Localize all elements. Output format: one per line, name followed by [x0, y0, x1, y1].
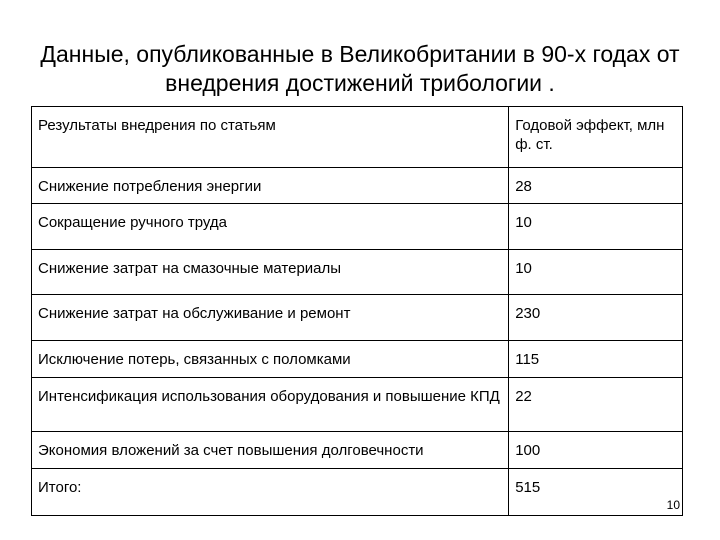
- row-value: 10: [509, 250, 683, 295]
- row-item: Снижение потребления энергии: [32, 168, 509, 204]
- table-header-row: [32, 107, 683, 168]
- row-value: 100: [509, 432, 683, 469]
- table-row: [32, 295, 683, 341]
- row-item: Экономия вложений за счет повышения долговечности: [32, 432, 509, 469]
- table-row: [32, 378, 683, 432]
- row-value: 28: [509, 168, 683, 204]
- table-row: [32, 204, 683, 250]
- row-item: Сокращение ручного труда: [32, 204, 509, 250]
- row-item: Исключение потерь, связанных с поломками: [32, 341, 509, 378]
- row-value: 515: [509, 469, 683, 516]
- effects-table: [31, 106, 683, 516]
- table-row-total: [32, 469, 683, 516]
- table-row: [32, 168, 683, 204]
- table-row: [32, 432, 683, 469]
- header-items: Результаты внедрения по статьям: [32, 107, 509, 168]
- table-row: [32, 341, 683, 378]
- slide-title: Данные, опубликованные в Великобритании в 90-х годах от внедрения достижений трибологии .: [40, 41, 680, 96]
- row-value: 230: [509, 295, 683, 341]
- table-row: [32, 250, 683, 295]
- row-item: Снижение затрат на смазочные материалы: [32, 250, 509, 295]
- row-item: Снижение затрат на обслуживание и ремонт: [32, 295, 509, 341]
- row-item: Интенсификация использования оборудования и повышение КПД: [32, 378, 509, 432]
- row-value: 115: [509, 341, 683, 378]
- row-value: 22: [509, 378, 683, 432]
- row-item: Итого:: [32, 469, 509, 516]
- row-value: 10: [509, 204, 683, 250]
- header-annual-effect: Годовой эффект, млн ф. ст.: [509, 107, 683, 168]
- page-number: 10: [666, 498, 680, 512]
